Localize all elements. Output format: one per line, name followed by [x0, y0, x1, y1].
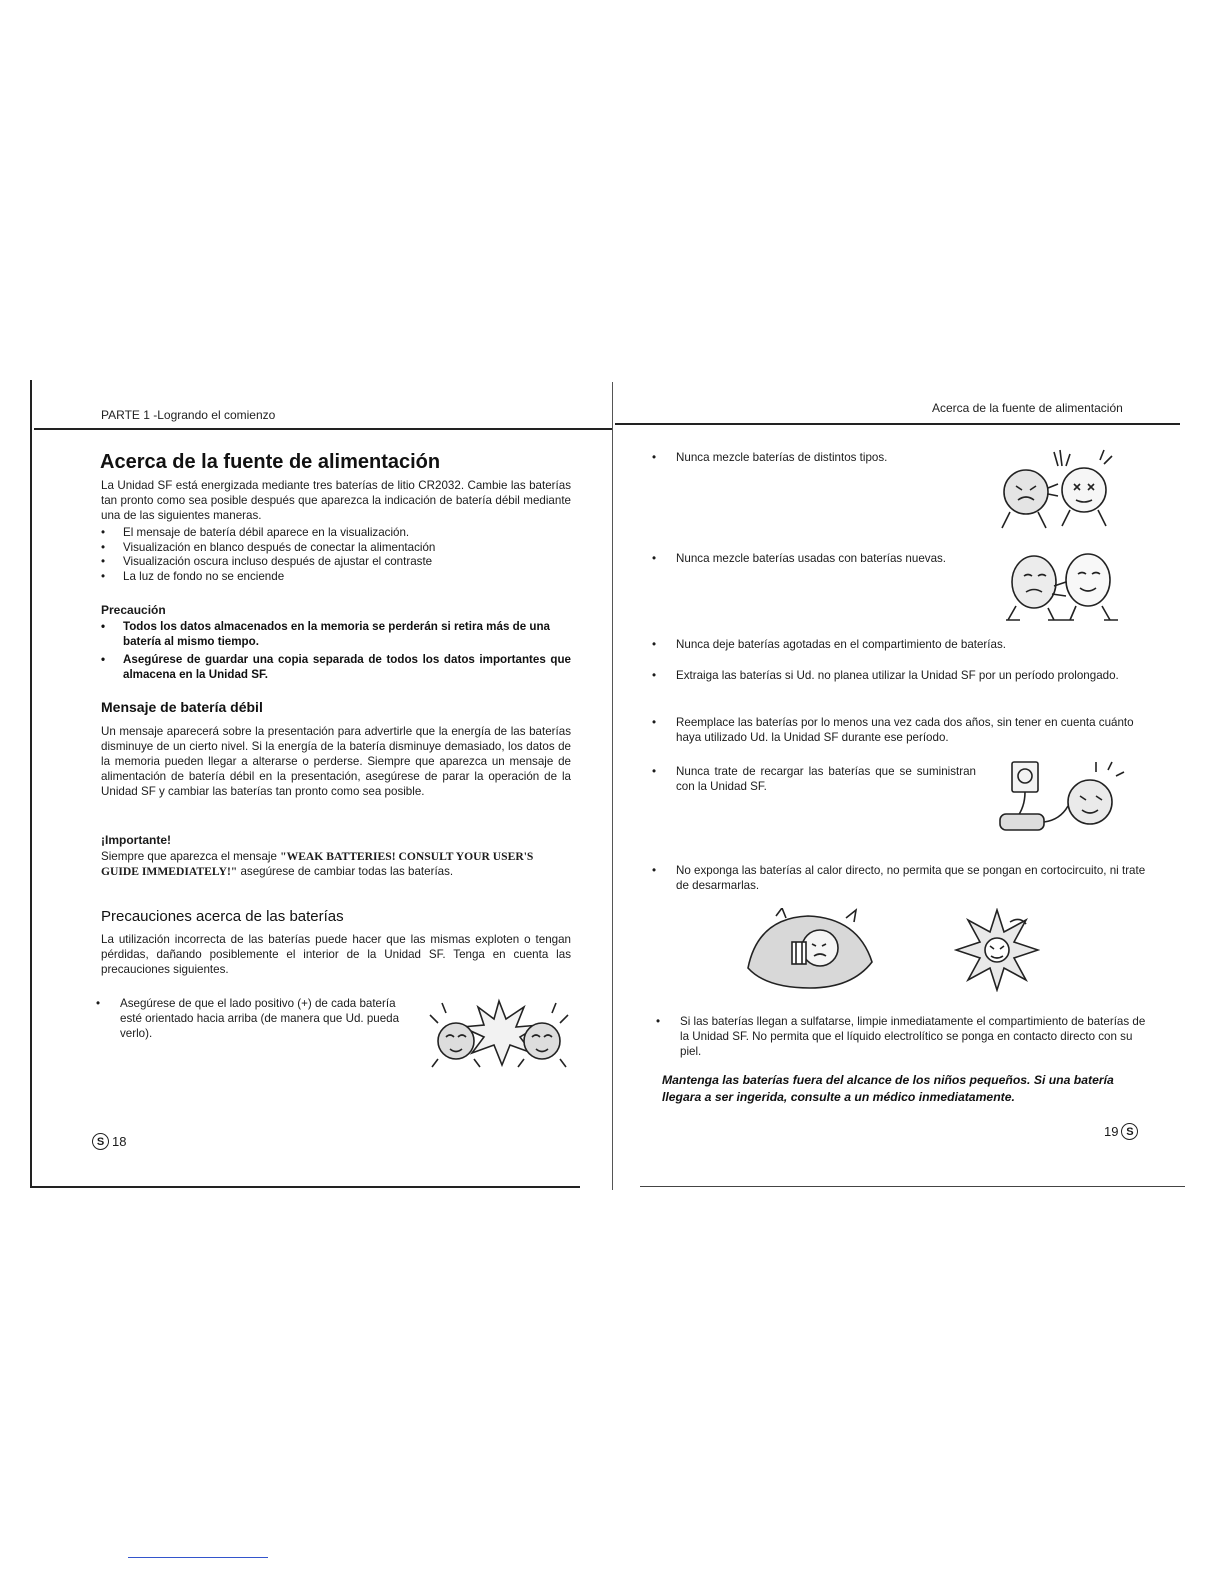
batteries-fighting-illustration: [984, 442, 1124, 534]
right-header-rule: [615, 423, 1180, 425]
intro-paragraph: La Unidad SF está energizada mediante tres baterías de litio CR2032. Cambie las baterías tan pronto como sea posible después que aparezca la indicación de batería débil mediante una de las siguientes maneras.: [101, 479, 571, 522]
important-text-after: asegúrese de cambiar todas las baterías.: [237, 865, 454, 878]
list-item: • Visualización oscura incluso después de ajustar el contraste: [101, 555, 561, 570]
bullet-no-recharge: • Nunca trate de recargar las baterías que se suministran con la Unidad SF.: [652, 764, 976, 794]
right-page-number: [1104, 1123, 1138, 1140]
weak-batteries-message: "WEAK BATTERIES! CONSULT YOUR USER'S GUIDE IMMEDIATELY!": [101, 850, 534, 878]
center-fold-line: [612, 382, 613, 1190]
footer-blue-line: [128, 1557, 268, 1558]
bullet-heat-short: • No exponga las baterías al calor directo, no permita que se pongan en cortocircuito, ni trate de desarmarlas.: [652, 863, 1150, 893]
charger-illustration: [996, 754, 1126, 838]
exploding-batteries-illustration: [420, 995, 578, 1069]
left-header-rule: [34, 428, 612, 430]
right-bottom-rule: [640, 1186, 1185, 1187]
bullet-remove-batteries: • Extraiga las baterías si Ud. no planea utilizar la Unidad SF por un período prolongado.: [652, 668, 1150, 683]
used-new-batteries-illustration: [996, 546, 1126, 628]
list-item: • La luz de fondo no se enciende: [101, 570, 561, 585]
left-bottom-rule: [30, 1186, 580, 1188]
list-item: • Asegúrese de guardar una copia separada de todos los datos importantes que almacena en la Unidad SF.: [101, 653, 571, 682]
important-text-before: Siempre que aparezca el mensaje: [101, 850, 281, 863]
precautions-paragraph: La utilización incorrecta de las baterías puede hacer que las mismas exploten o tengan pérdidas, dañando posiblemente el interior de la Unidad SF. Tenga en cuenta las precauciones siguientes.: [101, 933, 571, 976]
page-title: Acerca de la fuente de alimentación: [100, 451, 441, 473]
page-number-value: 19: [1104, 1124, 1119, 1139]
left-margin-rule: [30, 380, 32, 1188]
page-number-value: 18: [112, 1134, 127, 1149]
caution-heading: Precaución: [101, 603, 166, 617]
polarity-precaution: • Asegúrese de que el lado positivo (+) de cada batería esté orientado hacia arriba (de manera que Ud. pueda verlo).: [96, 996, 410, 1041]
bullet-mix-used-new: • Nunca mezcle baterías usadas con baterías nuevas.: [652, 551, 982, 566]
bullet-replace-batteries: • Reemplace las baterías por lo menos una vez cada dos años, sin tener en cuenta cuánto haya utilizado Ud. la Unidad SF durante ese período.: [652, 715, 1152, 745]
section-badge: S: [1121, 1123, 1138, 1140]
left-page-number: [92, 1133, 126, 1150]
battery-heat-illustration: [736, 908, 886, 990]
battery-disassembly-illustration: [954, 908, 1040, 992]
caution-list: [101, 620, 571, 682]
weak-message-paragraph: Un mensaje aparecerá sobre la presentación para advertirle que la energía de las baterías disminuye de un cierto nivel. Si la energía de la batería disminuye demasiado, los datos de la memoria pueden llegar a alterarse o perderse. Siempre que aparezca un mensaje de alimentación de batería débil en la presentación, asegúrese de parar la operación de la Unidad SF y cambiar las baterías tan pronto como sea posible.: [101, 725, 571, 798]
bullet-sulfate: • Si las baterías llegan a sulfatarse, limpie inmediatamente el compartimiento de baterías de la Unidad SF. No permita que el líquido electrolítico se ponga en contacto directo con su piel.: [656, 1014, 1152, 1059]
important-paragraph: [101, 849, 573, 879]
children-warning: Mantenga las baterías fuera del alcance de los niños pequeños. Si una batería llegara a ser ingerida, consulte a un médico inmediatamente.: [662, 1073, 1114, 1104]
list-item: • Visualización en blanco después de conectar la alimentación: [101, 541, 561, 556]
right-running-header: Acerca de la fuente de alimentación: [932, 401, 1123, 415]
list-item: • El mensaje de batería débil aparece en la visualización.: [101, 526, 561, 541]
weak-battery-signs-list: [101, 526, 561, 584]
weak-message-heading: Mensaje de batería débil: [101, 699, 263, 715]
bullet-mix-types: • Nunca mezcle baterías de distintos tipos.: [652, 450, 976, 465]
list-item: • Todos los datos almacenados en la memoria se perderán si retira más de una batería al mismo tiempo.: [101, 620, 571, 649]
section-badge: S: [92, 1133, 109, 1150]
important-heading: ¡Importante!: [101, 833, 171, 847]
bullet-leave-dead: • Nunca deje baterías agotadas en el compartimiento de baterías.: [652, 637, 1146, 652]
left-running-header: PARTE 1 -Logrando el comienzo: [101, 408, 276, 422]
precautions-heading: Precauciones acerca de las baterías: [101, 908, 344, 925]
